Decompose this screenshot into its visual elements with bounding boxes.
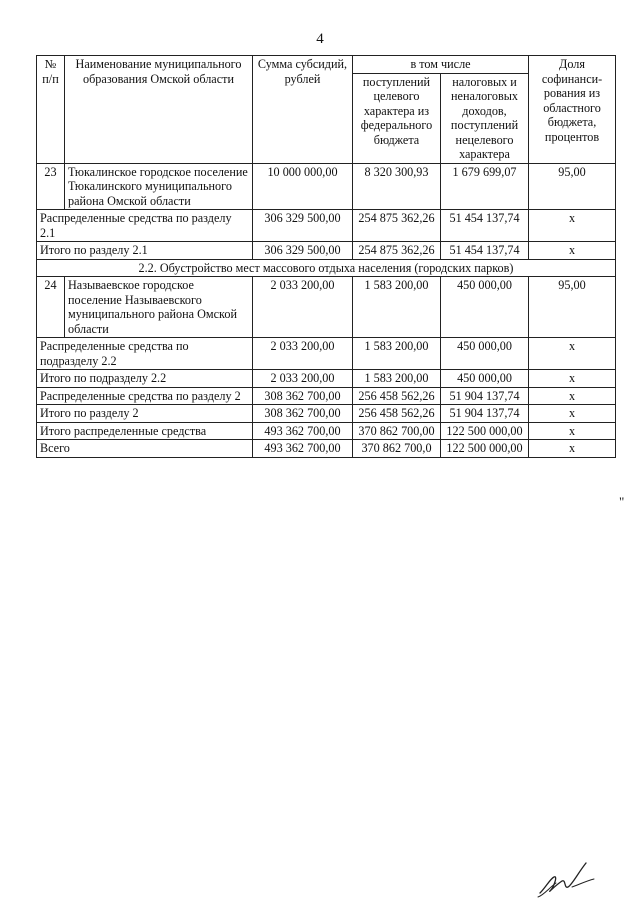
row-sum: 2 033 200,00	[253, 338, 353, 370]
row-share: х	[529, 405, 616, 423]
row-tax: 51 454 137,74	[441, 210, 529, 242]
table-row	[37, 277, 616, 338]
header-tax: налоговых и неналоговых доходов, поступлений нецелевого характера	[441, 73, 529, 163]
row-share: х	[529, 338, 616, 370]
row-target: 256 458 562,26	[353, 405, 441, 423]
row-target: 8 320 300,93	[353, 163, 441, 210]
row-target: 1 583 200,00	[353, 338, 441, 370]
header-share: Доля софинанси-рования из областного бюджета, процентов	[529, 56, 616, 164]
row-tax: 1 679 699,07	[441, 163, 529, 210]
subtotal-row	[37, 242, 616, 260]
row-tax: 450 000,00	[441, 370, 529, 388]
row-share: х	[529, 242, 616, 260]
subtotal-row	[37, 387, 616, 405]
row-share: 95,00	[529, 277, 616, 338]
row-target: 370 862 700,0	[353, 440, 441, 458]
section-row	[37, 259, 616, 277]
subtotal-row	[37, 370, 616, 388]
row-num: 24	[37, 277, 65, 338]
row-target: 370 862 700,00	[353, 422, 441, 440]
section-title: 2.2. Обустройство мест массового отдыха населения (городских парков)	[37, 259, 616, 277]
row-label: Итого по разделу 2	[37, 405, 253, 423]
closing-quote: "	[619, 494, 625, 509]
row-sum: 2 033 200,00	[253, 277, 353, 338]
row-sum: 308 362 700,00	[253, 405, 353, 423]
row-label: Распределенные средства по подразделу 2.2	[37, 338, 253, 370]
row-tax: 51 904 137,74	[441, 387, 529, 405]
row-share: 95,00	[529, 163, 616, 210]
row-share: х	[529, 370, 616, 388]
row-tax: 122 500 000,00	[441, 422, 529, 440]
header-name: Наименование муниципального образования Омской области	[65, 56, 253, 164]
grand-total-row	[37, 440, 616, 458]
row-sum: 306 329 500,00	[253, 210, 353, 242]
subtotal-row	[37, 405, 616, 423]
signature-mark	[536, 857, 596, 899]
row-share: х	[529, 440, 616, 458]
row-target: 254 875 362,26	[353, 210, 441, 242]
total-row	[37, 422, 616, 440]
subtotal-row	[37, 338, 616, 370]
row-label: Итого распределенные средства	[37, 422, 253, 440]
row-sum: 308 362 700,00	[253, 387, 353, 405]
row-target: 254 875 362,26	[353, 242, 441, 260]
header-num: № п/п	[37, 56, 65, 164]
row-share: х	[529, 422, 616, 440]
row-label: Всего	[37, 440, 253, 458]
row-share: х	[529, 210, 616, 242]
row-sum: 493 362 700,00	[253, 422, 353, 440]
header-target: поступлений целевого характера из федерального бюджета	[353, 73, 441, 163]
row-sum: 10 000 000,00	[253, 163, 353, 210]
row-tax: 51 454 137,74	[441, 242, 529, 260]
row-sum: 306 329 500,00	[253, 242, 353, 260]
subtotal-row	[37, 210, 616, 242]
page-number: 4	[316, 31, 324, 47]
row-tax: 51 904 137,74	[441, 405, 529, 423]
header-including: в том числе	[353, 56, 529, 74]
row-label: Итого по подразделу 2.2	[37, 370, 253, 388]
row-tax: 450 000,00	[441, 338, 529, 370]
row-tax: 450 000,00	[441, 277, 529, 338]
row-sum: 2 033 200,00	[253, 370, 353, 388]
row-tax: 122 500 000,00	[441, 440, 529, 458]
row-label: Распределенные средства по разделу 2.1	[37, 210, 253, 242]
row-name: Тюкалинское городское поселение Тюкалинского муниципального района Омской области	[65, 163, 253, 210]
row-name: Называевское городское поселение Называевского муниципального района Омской области	[65, 277, 253, 338]
row-num: 23	[37, 163, 65, 210]
row-label: Итого по разделу 2.1	[37, 242, 253, 260]
header-sum: Сумма субсидий, рублей	[253, 56, 353, 164]
table-header-row	[37, 56, 616, 74]
row-share: х	[529, 387, 616, 405]
row-target: 1 583 200,00	[353, 370, 441, 388]
row-target: 256 458 562,26	[353, 387, 441, 405]
subsidy-table	[36, 55, 616, 458]
table-row	[37, 163, 616, 210]
row-target: 1 583 200,00	[353, 277, 441, 338]
row-label: Распределенные средства по разделу 2	[37, 387, 253, 405]
row-sum: 493 362 700,00	[253, 440, 353, 458]
